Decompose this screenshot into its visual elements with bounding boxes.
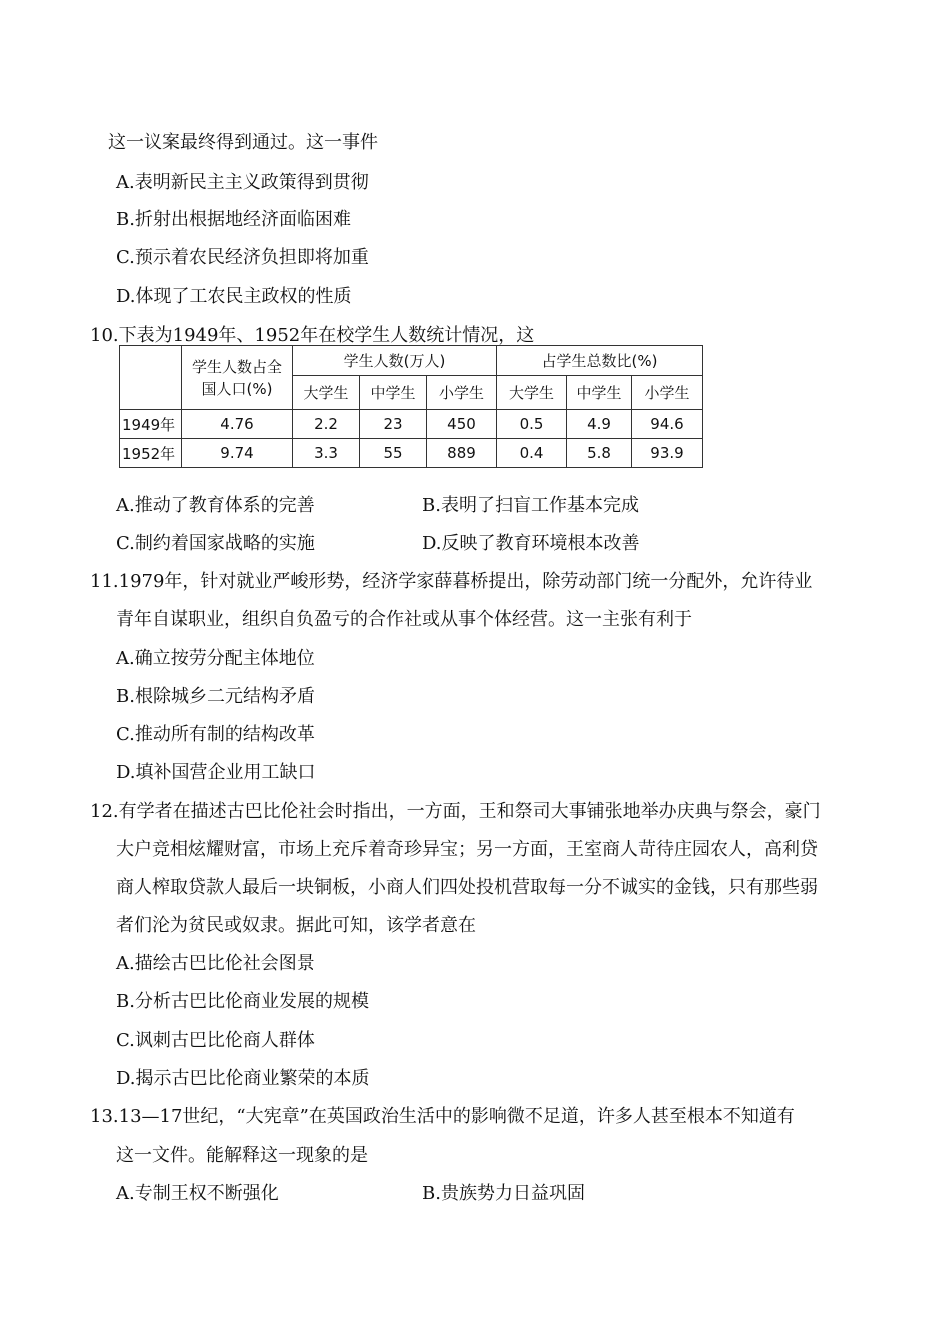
q13-stem-line1: 13.13—17世纪，“大宪章”在英国政治生活中的影响微不足道，许多人甚至根本不知道有	[90, 1106, 795, 1127]
header-student-ratio: 学生人数占全 国人口(%)	[182, 346, 293, 410]
q9-option-b[interactable]: B.折射出根据地经济面临困难	[116, 209, 351, 230]
q12-option-d[interactable]: D.揭示古巴比伦商业繁荣的本质	[116, 1068, 370, 1089]
cell: 0.4	[497, 439, 567, 468]
q11-option-a[interactable]: A.确立按劳分配主体地位	[116, 648, 315, 669]
cell: 93.9	[632, 439, 703, 468]
q12-stem-line1: 12.有学者在描述古巴比伦社会时指出，一方面，王和祭司大事铺张地举办庆典与祭会，豪门	[90, 801, 821, 822]
subheader-primary-school: 小学生	[427, 376, 497, 410]
q9-option-d[interactable]: D.体现了工农民主政权的性质	[116, 286, 352, 307]
q13-option-a[interactable]: A.专制王权不断强化	[116, 1183, 279, 1204]
row-year: 1949年	[120, 410, 182, 439]
q9-option-a[interactable]: A.表明新民主主义政策得到贯彻	[116, 172, 369, 193]
table-corner-cell	[120, 346, 182, 410]
q12-option-a[interactable]: A.描绘古巴比伦社会图景	[116, 953, 315, 974]
row-year: 1952年	[120, 439, 182, 468]
q10-option-b[interactable]: B.表明了扫盲工作基本完成	[422, 495, 639, 516]
cell: 94.6	[632, 410, 703, 439]
q12-stem-line4: 者们沦为贫民或奴隶。据此可知，该学者意在	[116, 915, 476, 936]
q12-stem-line3: 商人榨取贷款人最后一块铜板，小商人们四处投机营取每一分不诚实的金钱，只有那些弱	[116, 877, 818, 898]
row-ratio: 4.76	[182, 410, 293, 439]
cell: 23	[360, 410, 427, 439]
table-row	[120, 410, 703, 439]
subheader-primary-school-share: 小学生	[632, 376, 703, 410]
cell: 0.5	[497, 410, 567, 439]
q12-option-c[interactable]: C.讽刺古巴比伦商人群体	[116, 1030, 315, 1051]
cell: 2.2	[293, 410, 360, 439]
cell: 5.8	[567, 439, 632, 468]
cell: 889	[427, 439, 497, 468]
q13-stem-line2: 这一文件。能解释这一现象的是	[116, 1145, 368, 1166]
row-ratio: 9.74	[182, 439, 293, 468]
header-student-count: 学生人数(万人)	[293, 346, 497, 376]
q10-option-a[interactable]: A.推动了教育体系的完善	[116, 495, 315, 516]
cell: 4.9	[567, 410, 632, 439]
q13-option-b[interactable]: B.贵族势力日益巩固	[422, 1183, 585, 1204]
q10-stem: 10.下表为1949年、1952年在校学生人数统计情况，这	[90, 325, 535, 346]
cell: 450	[427, 410, 497, 439]
q12-option-b[interactable]: B.分析古巴比伦商业发展的规模	[116, 991, 369, 1012]
q11-option-c[interactable]: C.推动所有制的结构改革	[116, 724, 315, 745]
q9-stem-tail: 这一议案最终得到通过。这一事件	[108, 132, 378, 153]
subheader-university: 大学生	[293, 376, 360, 410]
q11-option-d[interactable]: D.填补国营企业用工缺口	[116, 762, 316, 783]
table-row	[120, 439, 703, 468]
subheader-middle-school-share: 中学生	[567, 376, 632, 410]
q10-student-table	[119, 345, 703, 468]
subheader-university-share: 大学生	[497, 376, 567, 410]
header-student-share: 占学生总数比(%)	[497, 346, 703, 376]
q12-stem-line2: 大户竞相炫耀财富，市场上充斥着奇珍异宝；另一方面，王室商人苛待庄园农人，高利贷	[116, 839, 818, 860]
q10-option-d[interactable]: D.反映了教育环境根本改善	[422, 533, 640, 554]
q10-option-c[interactable]: C.制约着国家战略的实施	[116, 533, 315, 554]
q11-option-b[interactable]: B.根除城乡二元结构矛盾	[116, 686, 315, 707]
q11-stem-line1: 11.1979年，针对就业严峻形势，经济学家薛暮桥提出，除劳动部门统一分配外，允许待业	[90, 571, 813, 592]
q11-stem-line2: 青年自谋职业，组织自负盈亏的合作社或从事个体经营。这一主张有利于	[116, 609, 692, 630]
cell: 3.3	[293, 439, 360, 468]
q9-option-c[interactable]: C.预示着农民经济负担即将加重	[116, 247, 369, 268]
subheader-middle-school: 中学生	[360, 376, 427, 410]
cell: 55	[360, 439, 427, 468]
